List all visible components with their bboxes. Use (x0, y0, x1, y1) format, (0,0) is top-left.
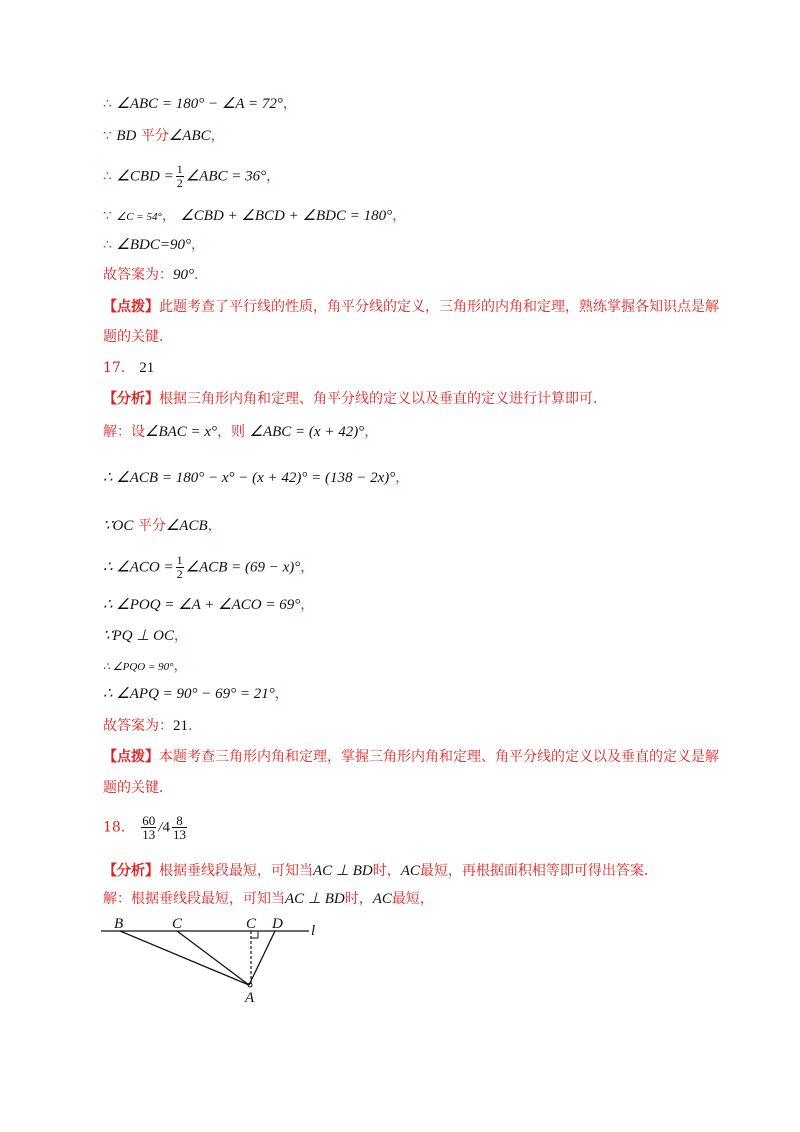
p16-line-4: ∵ ∠C = 54°， ∠CBD + ∠BCD + ∠BDC = 180°， (103, 208, 407, 224)
label-C2: C (246, 916, 257, 932)
note-tag: 【点拨】 (103, 749, 159, 765)
label-A: A (245, 990, 255, 1006)
therefore-symbol: ∴ (103, 96, 112, 112)
label-D: D (272, 916, 283, 932)
p17-answer-line: 故答案为：21． (103, 718, 202, 734)
label-C1: C (172, 916, 183, 932)
segment-DA (249, 931, 275, 985)
problem-number: 18． (103, 819, 135, 836)
p16-line-3: ∴ ∠CBD = $\frac{1}{2}$ ∠ABC = 36°， (103, 162, 281, 190)
p17-line-6: ∴ ∠PQO = 90°， (103, 658, 188, 674)
p17-line-1: ∴ ∠ACB = 180° − x° − (x + 42)° = (138 − 2x)°， (103, 470, 410, 486)
geometry-figure (95, 910, 335, 1010)
therefore-symbol: ∴ (103, 168, 112, 185)
p16-answer-line: 故答案为：90°． (103, 267, 208, 283)
therefore-symbol: ∴ (103, 237, 112, 253)
p17-solution-line: 解：设∠BAC = x°，则 ∠ABC = (x + 42)°， (103, 424, 379, 440)
p17-analysis: 【分析】根据三角形内角和定理、角平分线的定义以及垂直的定义进行计算即可． (103, 391, 607, 407)
because-symbol: ∵ (103, 208, 112, 224)
problem-number: 17． (103, 360, 135, 376)
segment-CA (177, 931, 249, 985)
fraction: $\frac{1}{2}$ (176, 553, 183, 581)
fraction: $\frac{1}{2}$ (176, 162, 183, 190)
mixed-fraction: $\frac{8}{13}$ (172, 813, 186, 842)
p17-note-line-1: 【点拨】本题考查三角形内角和定理，掌握三角形内角和定理、角平分线的定义以及垂直的定义是解 (103, 749, 719, 765)
p17-header (103, 358, 154, 378)
p16-note-line-2: 题的关键． (103, 329, 173, 345)
p18-solution-line: 解：根据垂线段最短，可知当AC ⊥ BD时，AC最短， (103, 891, 434, 907)
p17-line-4: ∴ ∠POQ = ∠A + ∠ACO = 69°， (103, 597, 315, 613)
p18-header: 18． $\frac{60}{13}$ /4 $\frac{8}{13}$ (103, 813, 186, 842)
problem-answer: 21 (139, 360, 155, 376)
label-B: B (114, 916, 124, 932)
p17-line-3: ∴ ∠ACO = $\frac{1}{2}$ ∠ACB = (69 − x)°， (103, 553, 315, 581)
analysis-tag: 【分析】 (103, 863, 159, 879)
p17-note-line-2: 题的关键． (103, 780, 173, 796)
p17-line-2: ∵OC 平分∠ACB， (103, 518, 222, 534)
p16-line-1: ∴ ∠ABC = 180° − ∠A = 72°， (103, 96, 297, 112)
p16-note-line-1: 【点拨】此题考查了平行线的性质，角平分线的定义，三角形的内角和定理，熟练掌握各知识点是解 (103, 299, 719, 315)
p16-line-5: ∴ ∠BDC=90°， (103, 237, 205, 253)
math-expression: ∠ABC = 180° − ∠A = 72° (116, 96, 283, 112)
fraction-answer: $\frac{60}{13}$ (142, 813, 156, 842)
because-symbol: ∵ (103, 128, 112, 144)
analysis-tag: 【分析】 (103, 391, 159, 407)
p18-analysis: 【分析】根据垂线段最短，可知当AC ⊥ BD时，AC最短，再根据面积相等即可得出答案． (103, 863, 658, 879)
p17-line-5: ∵PQ ⊥ OC， (103, 628, 188, 644)
segment-BA (120, 931, 249, 985)
right-angle-mark (251, 931, 258, 938)
p17-line-7: ∴ ∠APQ = 90° − 69° = 21°， (103, 686, 289, 702)
p16-line-2: ∵ BD 平分∠ABC， (103, 128, 225, 144)
label-l: l (311, 923, 316, 939)
note-tag: 【点拨】 (103, 299, 159, 315)
